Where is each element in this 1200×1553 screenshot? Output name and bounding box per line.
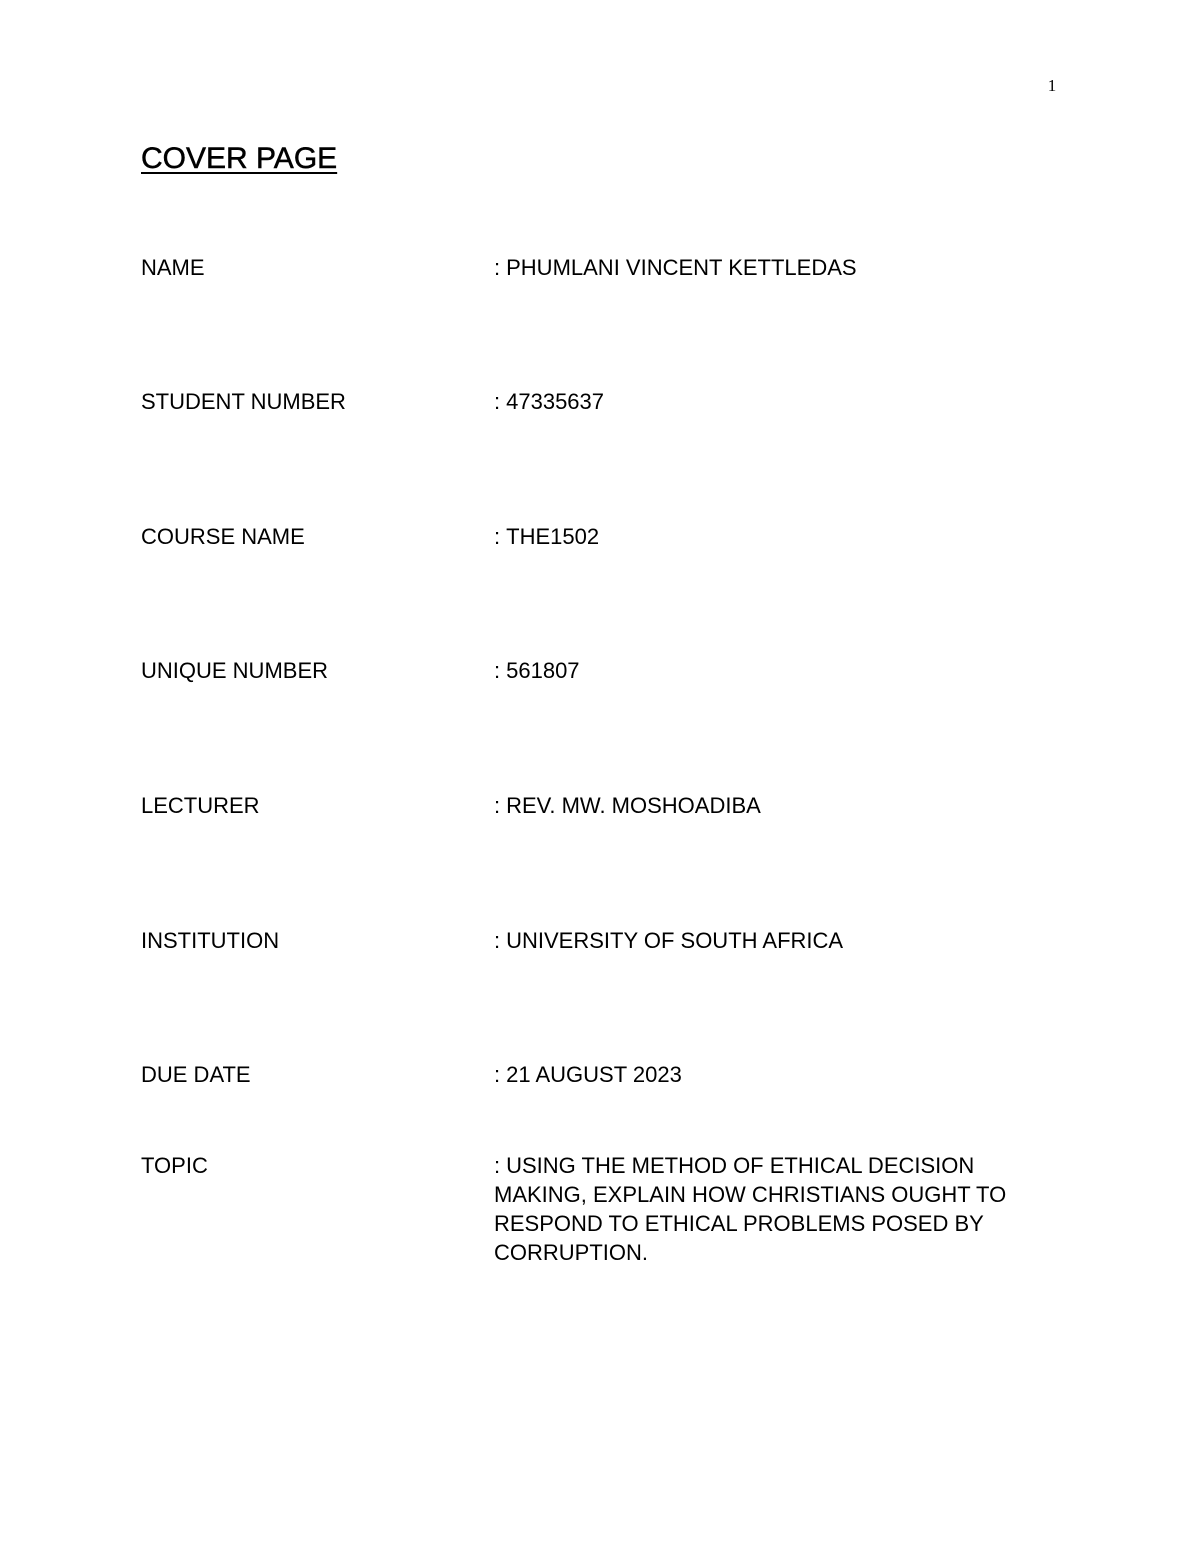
field-value-lecturer bbox=[494, 791, 1064, 820]
field-label-topic: TOPIC bbox=[141, 1153, 208, 1178]
field-value-text: THE1502 bbox=[506, 524, 600, 549]
field-separator: : bbox=[494, 928, 501, 953]
field-value-topic bbox=[494, 1151, 1064, 1267]
field-label-due-date: DUE DATE bbox=[141, 1062, 251, 1087]
field-separator: : bbox=[494, 389, 501, 414]
field-value-text: PHUMLANI VINCENT KETTLEDAS bbox=[506, 255, 857, 280]
field-value-text: 21 AUGUST 2023 bbox=[506, 1062, 682, 1087]
field-value-text: 47335637 bbox=[506, 389, 605, 414]
field-separator: : bbox=[494, 255, 501, 280]
field-value-student-number bbox=[494, 387, 1064, 416]
field-label-unique-number: UNIQUE NUMBER bbox=[141, 658, 329, 683]
field-separator: : bbox=[494, 793, 501, 818]
field-label-name: NAME bbox=[141, 255, 205, 280]
field-separator: : bbox=[494, 524, 501, 549]
field-separator: : bbox=[494, 1153, 501, 1178]
field-value-name bbox=[494, 253, 1064, 282]
field-value-text: USING THE METHOD OF ETHICAL DECISION MAKING, EXPLAIN HOW CHRISTIANS OUGHT TO RESPOND TO ETHICAL PROBLEMS POSED BY CORRUPTION. bbox=[494, 1153, 1007, 1265]
field-separator: : bbox=[494, 658, 501, 683]
field-label-lecturer: LECTURER bbox=[141, 793, 260, 818]
field-label-student-number: STUDENT NUMBER bbox=[141, 389, 346, 414]
field-value-unique-number bbox=[494, 656, 1064, 685]
page-number: 1 bbox=[1047, 76, 1057, 95]
field-separator: : bbox=[494, 1062, 501, 1087]
field-value-text: REV. MW. MOSHOADIBA bbox=[506, 793, 761, 818]
field-value-due-date bbox=[494, 1060, 1064, 1089]
field-label-institution: INSTITUTION bbox=[141, 928, 280, 953]
page-title: COVER PAGE bbox=[141, 142, 338, 175]
field-value-text: UNIVERSITY OF SOUTH AFRICA bbox=[506, 928, 844, 953]
field-value-text: 561807 bbox=[506, 658, 580, 683]
field-label-course-name: COURSE NAME bbox=[141, 524, 305, 549]
field-value-institution bbox=[494, 926, 1064, 955]
field-value-course-name bbox=[494, 522, 1064, 551]
